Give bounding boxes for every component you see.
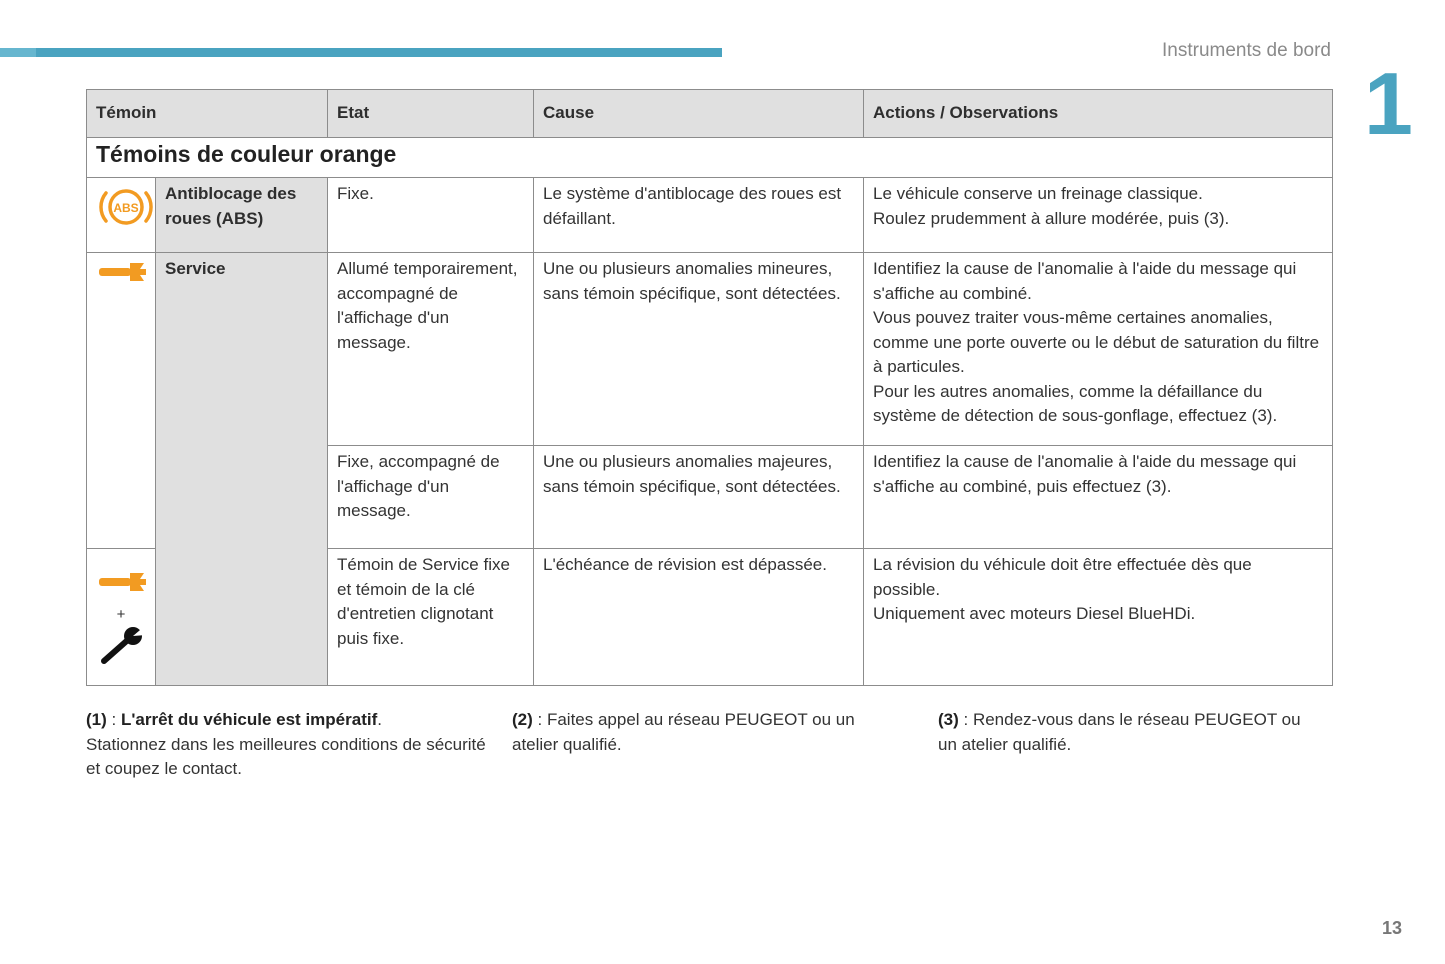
service-action-line: Uniquement avec moteurs Diesel BlueHDi. [873, 604, 1196, 623]
top-accent-bar-tip [0, 48, 36, 57]
footnote-marker: (1) [86, 710, 107, 729]
footnote-marker: (2) [512, 710, 533, 729]
service-action-line: Identifiez la cause de l'anomalie à l'aide du message qui s'affiche au combiné, puis effectuez (3). [873, 452, 1297, 496]
footnote-separator: : [532, 710, 547, 729]
abs-name: Antiblocage des roues (ABS) [156, 178, 328, 253]
service-cause: Une ou plusieurs anomalies majeures, sans témoin spécifique, sont détectées. [534, 446, 864, 549]
service-wrench-icon [96, 257, 148, 287]
service-action-line: Identifiez la cause de l'anomalie à l'aide du message qui s'affiche au combiné. [873, 259, 1297, 303]
footnote-2 [512, 708, 902, 757]
table-row-service-1 [87, 253, 1333, 446]
footnote-text: Stationnez dans les meilleures conditions de sécurité et coupez le contact. [86, 734, 486, 778]
abs-actions [864, 178, 1333, 253]
service-key-icon-cell [87, 549, 156, 686]
table-row-abs [87, 178, 1333, 253]
service-cause: L'échéance de révision est dépassée. [534, 549, 864, 686]
column-header-temoin: Témoin [87, 90, 328, 138]
page-number: 13 [1382, 918, 1403, 938]
service-wrench-icon [96, 567, 148, 597]
abs-icon-label: ABS [113, 201, 139, 215]
service-cause: Une ou plusieurs anomalies mineures, sans témoin spécifique, sont détectées. [534, 253, 864, 446]
warning-lights-table [86, 89, 1333, 686]
service-state: Fixe, accompagné de l'affichage d'un message. [328, 446, 534, 549]
section-title: Instruments de bord [1162, 40, 1331, 61]
footnote-text: Faites appel au réseau PEUGEOT ou un atelier qualifié. [512, 710, 855, 754]
service-name: Service [156, 253, 328, 686]
service-state: Allumé temporairement, accompagné de l'affichage d'un message. [328, 253, 534, 446]
service-actions [864, 253, 1333, 446]
chapter-number: 1 [1364, 54, 1413, 153]
plus-sign: + [116, 605, 126, 623]
column-header-cause: Cause [534, 90, 864, 138]
footnote-end: . [377, 710, 382, 729]
service-state: Témoin de Service fixe et témoin de la clé d'entretien clignotant puis fixe. [328, 549, 534, 686]
table-header-row [87, 90, 1333, 138]
footnote-1 [86, 708, 486, 782]
maintenance-key-icon [96, 625, 146, 667]
column-header-etat: Etat [328, 90, 534, 138]
group-title: Témoins de couleur orange [87, 138, 1333, 178]
footnote-marker: (3) [938, 710, 959, 729]
footnote-3 [938, 708, 1323, 757]
service-actions [864, 446, 1333, 549]
service-action-line: Pour les autres anomalies, comme la défaillance du système de détection de sous-gonflage, effectuez (3). [873, 381, 1278, 425]
service-action-line: La révision du véhicule doit être effectuée dès que possible. [873, 555, 1252, 599]
abs-warning-icon [96, 182, 156, 232]
abs-action-line: Roulez prudemment à allure modérée, puis (3). [873, 208, 1230, 228]
abs-action-line: Le véhicule conserve un freinage classique. [873, 184, 1203, 203]
abs-state: Fixe. [328, 178, 534, 253]
footnote-separator: : [958, 710, 973, 729]
service-action-line: Vous pouvez traiter vous-même certaines anomalies, comme une porte ouverte ou le début de saturation du filtre à particules. [873, 308, 1320, 376]
footnote-emphasis: L'arrêt du véhicule est impératif [120, 710, 378, 729]
abs-cause: Le système d'antiblocage des roues est défaillant. [534, 178, 864, 253]
column-header-actions: Actions / Observations [864, 90, 1333, 138]
top-accent-bar [0, 48, 722, 57]
abs-icon-cell [87, 178, 156, 253]
footnote-text: Rendez-vous dans le réseau PEUGEOT ou un atelier qualifié. [938, 710, 1301, 754]
service-icon-cell [87, 253, 156, 549]
service-actions [864, 549, 1333, 686]
footnote-separator: : [106, 710, 121, 729]
group-row [87, 138, 1333, 178]
